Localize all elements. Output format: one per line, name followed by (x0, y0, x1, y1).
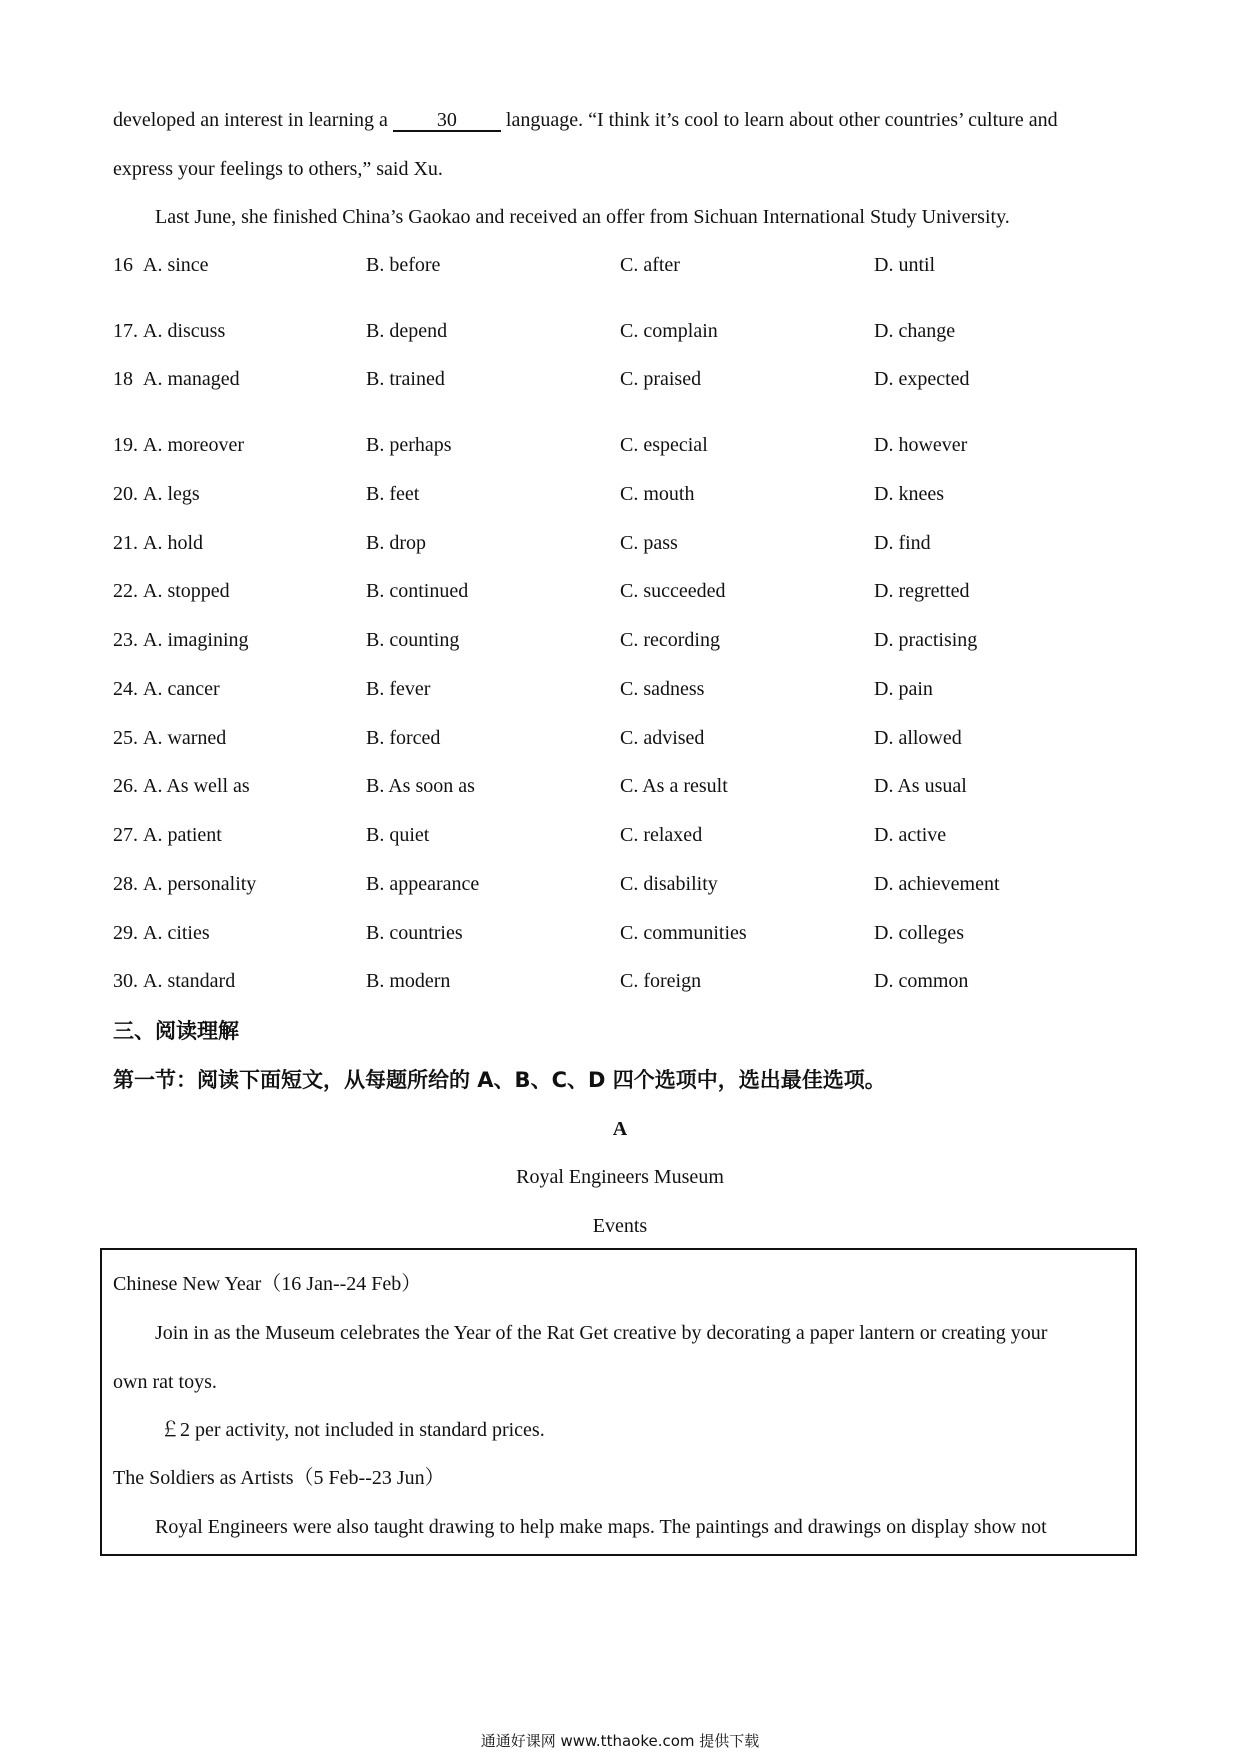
question-number: 23. A. imagining (113, 629, 249, 651)
option-d: D. practising (874, 629, 978, 651)
option-c: C. As a result (620, 775, 728, 797)
option-a: A. managed (143, 368, 240, 390)
section-title: 三、阅读理解 (113, 1019, 239, 1043)
option-d: D. find (874, 532, 931, 554)
option-a: A. As well as (143, 775, 250, 797)
question-number: 21. A. hold (113, 532, 203, 554)
option-b: B. fever (366, 678, 431, 700)
section-instruction: 第一节：阅读下面短文，从每题所给的 A、B、C、D 四个选项中，选出最佳选项。 (113, 1068, 886, 1092)
option-a: A. warned (143, 727, 227, 749)
question-number: 29. A. cities (113, 922, 210, 944)
option-c: C. advised (620, 727, 705, 749)
option-c: C. relaxed (620, 824, 703, 846)
option-a: A. patient (143, 824, 222, 846)
option-d: D. until (874, 254, 936, 276)
option-d: D. colleges (874, 922, 964, 944)
option-c: C. complain (620, 320, 718, 342)
passage-line-3: Last June, she finished China’s Gaokao and received an offer from Sichuan International Study University. (155, 206, 1010, 228)
option-b: B. continued (366, 580, 469, 602)
option-c: C. foreign (620, 970, 702, 992)
option-a: A. cities (143, 922, 210, 944)
option-b: B. As soon as (366, 775, 475, 797)
question-row-20 (113, 481, 1133, 507)
question-number: 20. A. legs (113, 483, 200, 505)
option-c: C. especial (620, 434, 708, 456)
question-number: 27. A. patient (113, 824, 222, 846)
option-d: D. however (874, 434, 968, 456)
question-row-19 (113, 432, 1133, 458)
option-c: C. recording (620, 629, 720, 651)
option-b: B. quiet (366, 824, 430, 846)
option-a: A. discuss (143, 320, 226, 342)
event-price: ￡2 per activity, not included in standard prices. (160, 1419, 545, 1441)
event-description: Join in as the Museum celebrates the Year of the Rat Get creative by decorating a paper lantern or creating your (155, 1322, 1048, 1344)
question-row-22 (113, 578, 1133, 604)
option-a: A. stopped (143, 580, 230, 602)
question-row-17 (113, 318, 1133, 344)
question-row-26 (113, 773, 1133, 799)
option-d: D. expected (874, 368, 970, 390)
question-row-29 (113, 920, 1133, 946)
question-row-21 (113, 530, 1133, 556)
question-row-18 (113, 366, 1133, 392)
option-d: D. achievement (874, 873, 1000, 895)
question-number: 30. A. standard (113, 970, 236, 992)
option-a: A. moreover (143, 434, 245, 456)
event-title: The Soldiers as Artists（5 Feb--23 Jun） (113, 1467, 445, 1489)
option-d: D. knees (874, 483, 944, 505)
option-a: A. imagining (143, 629, 249, 651)
question-number: 24. A. cancer (113, 678, 220, 700)
option-d: D. common (874, 970, 969, 992)
question-row-30 (113, 968, 1133, 994)
question-row-25 (113, 725, 1133, 751)
option-b: B. perhaps (366, 434, 452, 456)
question-row-27 (113, 822, 1133, 848)
option-a: A. since (143, 254, 209, 276)
option-c: C. succeeded (620, 580, 726, 602)
question-number: 22. A. stopped (113, 580, 230, 602)
option-d: D. pain (874, 678, 933, 700)
events-box (100, 1248, 1137, 1556)
option-b: B. before (366, 254, 441, 276)
question-row-23 (113, 627, 1133, 653)
option-b: B. trained (366, 368, 445, 390)
event-title: Chinese New Year（16 Jan--24 Feb） (113, 1273, 422, 1295)
option-c: C. pass (620, 532, 678, 554)
option-d: D. change (874, 320, 956, 342)
option-b: B. feet (366, 483, 420, 505)
option-d: D. allowed (874, 727, 962, 749)
option-b: B. drop (366, 532, 426, 554)
question-row-28 (113, 871, 1133, 897)
option-b: B. modern (366, 970, 451, 992)
question-row-16 (113, 252, 1133, 278)
option-c: C. communities (620, 922, 747, 944)
option-d: D. regretted (874, 580, 970, 602)
question-number: 26. A. As well as (113, 775, 250, 797)
passage-letter: A (612, 1118, 628, 1140)
option-a: A. personality (143, 873, 257, 895)
question-number: 16 A. since (113, 254, 209, 276)
question-number: 25. A. warned (113, 727, 227, 749)
option-a: A. standard (143, 970, 236, 992)
option-a: A. cancer (143, 678, 220, 700)
option-d: D. As usual (874, 775, 967, 797)
passage-line-2: express your feelings to others,” said Xu. (113, 158, 443, 180)
passage-line-1 (113, 108, 1133, 132)
option-c: C. disability (620, 873, 718, 895)
question-number: 28. A. personality (113, 873, 257, 895)
question-number: 17. A. discuss (113, 320, 226, 342)
option-c: C. praised (620, 368, 702, 390)
option-c: C. after (620, 254, 680, 276)
option-b: B. forced (366, 727, 441, 749)
option-c: C. mouth (620, 483, 695, 505)
option-b: B. countries (366, 922, 463, 944)
option-b: B. counting (366, 629, 460, 651)
footer-watermark: 通通好课网 www.tthaoke.com 提供下载 (480, 1732, 760, 1750)
option-d: D. active (874, 824, 947, 846)
option-a: A. legs (143, 483, 200, 505)
question-row-24 (113, 676, 1133, 702)
option-a: A. hold (143, 532, 203, 554)
event-description: own rat toys. (113, 1371, 217, 1393)
passage-text: developed an interest in learning a (113, 109, 388, 131)
passage-text: language. “I think it’s cool to learn about other countries’ culture and (505, 109, 1058, 131)
answer-blank-30: 30 (393, 110, 501, 132)
question-number: 18 A. managed (113, 368, 240, 390)
option-b: B. appearance (366, 873, 480, 895)
passage-subtitle: Events (592, 1215, 648, 1237)
event-description: Royal Engineers were also taught drawing to help make maps. The paintings and drawings on display show not (155, 1516, 1047, 1538)
option-c: C. sadness (620, 678, 705, 700)
passage-title: Royal Engineers Museum (516, 1166, 724, 1188)
question-number: 19. A. moreover (113, 434, 245, 456)
option-b: B. depend (366, 320, 448, 342)
